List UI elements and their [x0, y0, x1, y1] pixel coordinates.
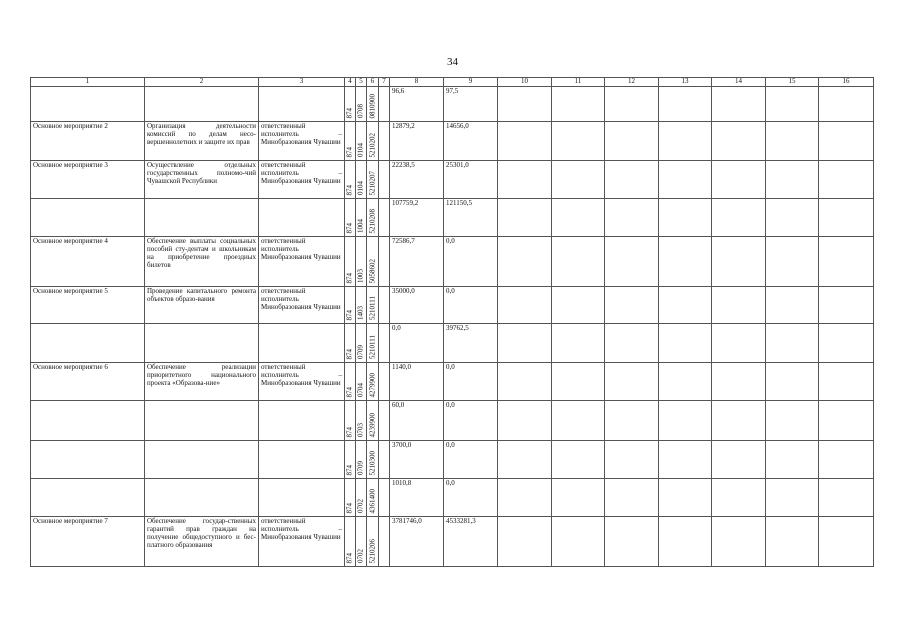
- target-article-code-cell: [367, 199, 379, 237]
- executor-cell: ответственный исполнитель Минобразования Чувашии: [259, 237, 345, 287]
- value-cell-8: 1010,8: [390, 479, 444, 517]
- empty-cell: [498, 87, 552, 122]
- empty-cell: [712, 122, 766, 161]
- empty-cell: [659, 479, 712, 517]
- grbs-code: 874: [345, 146, 354, 157]
- event-name-cell: Обеспечение реализации приоритетного национального проекта «Образова-ние»: [145, 363, 259, 401]
- target-article-code-cell: [367, 87, 379, 122]
- grbs-code: 874: [345, 222, 354, 233]
- section-code: 0708: [356, 104, 365, 118]
- empty-cell: [379, 199, 390, 237]
- status-cell: Основное мероприятие 2: [31, 122, 145, 161]
- empty-cell: [498, 517, 552, 567]
- header-cell: 15: [766, 78, 819, 87]
- empty-cell: [712, 199, 766, 237]
- empty-cell: [498, 199, 552, 237]
- empty-cell: [552, 324, 605, 363]
- empty-cell: [552, 122, 605, 161]
- executor-cell: [259, 479, 345, 517]
- executor-cell: ответственный исполнитель Минобразования Чувашии: [259, 287, 345, 324]
- event-name-cell: [145, 199, 259, 237]
- empty-cell: [379, 287, 390, 324]
- value-cell-9: 0,0: [444, 401, 498, 441]
- value-cell-9: 25301,0: [444, 161, 498, 199]
- grbs-code-cell: [345, 479, 356, 517]
- empty-cell: [605, 161, 659, 199]
- status-cell: Основное мероприятие 7: [31, 517, 145, 567]
- value-cell-9: 0,0: [444, 287, 498, 324]
- executor-cell: ответственный исполнитель – Минобразования Чувашии: [259, 363, 345, 401]
- target-article-code: 5210202: [368, 132, 376, 157]
- table-row: [31, 199, 874, 237]
- value-cell-8: 1140,0: [390, 363, 444, 401]
- empty-cell: [659, 441, 712, 479]
- event-name-cell: [145, 479, 259, 517]
- empty-cell: [498, 441, 552, 479]
- empty-cell: [766, 237, 819, 287]
- empty-cell: [712, 161, 766, 199]
- value-cell-8: 72586,7: [390, 237, 444, 287]
- header-cell: 10: [498, 78, 552, 87]
- empty-cell: [605, 517, 659, 567]
- status-cell: Основное мероприятие 6: [31, 363, 145, 401]
- section-code: 0704: [356, 383, 365, 397]
- empty-cell: [819, 199, 874, 237]
- empty-cell: [379, 122, 390, 161]
- empty-cell: [498, 161, 552, 199]
- section-code-cell: [356, 287, 367, 324]
- empty-cell: [498, 479, 552, 517]
- value-cell-9: 0,0: [444, 479, 498, 517]
- empty-cell: [498, 287, 552, 324]
- header-cell: 1: [31, 78, 145, 87]
- empty-cell: [766, 441, 819, 479]
- section-code: 0702: [356, 549, 365, 563]
- event-name-cell: Осуществление отдельных государственных полномо-чий Чувашской Республики: [145, 161, 259, 199]
- table-row: [31, 441, 874, 479]
- value-cell-8: 12879,2: [390, 122, 444, 161]
- target-article-code: 5210206: [368, 538, 376, 563]
- section-code-cell: [356, 401, 367, 441]
- grbs-code-cell: [345, 363, 356, 401]
- empty-cell: [605, 237, 659, 287]
- section-code-cell: [356, 161, 367, 199]
- empty-cell: [552, 87, 605, 122]
- empty-cell: [498, 122, 552, 161]
- empty-cell: [819, 122, 874, 161]
- value-cell-8: 107759,2: [390, 199, 444, 237]
- value-cell-9: 121150,5: [444, 199, 498, 237]
- section-code: 1003: [356, 269, 365, 283]
- target-article-code-cell: [367, 237, 379, 287]
- budget-table: [30, 77, 874, 567]
- target-article-code-cell: [367, 401, 379, 441]
- section-code: 1403: [356, 306, 365, 320]
- target-article-code: 5210207: [368, 170, 376, 195]
- grbs-code-cell: [345, 199, 356, 237]
- header-cell: 8: [390, 78, 444, 87]
- empty-cell: [605, 87, 659, 122]
- event-name-cell: Обеспечение государ-ственных гарантий прав граждан на получение общедоступного и бес-платного образования: [145, 517, 259, 567]
- target-article-code-cell: [367, 363, 379, 401]
- grbs-code-cell: [345, 287, 356, 324]
- empty-cell: [659, 401, 712, 441]
- empty-cell: [712, 441, 766, 479]
- status-cell: [31, 87, 145, 122]
- empty-cell: [766, 87, 819, 122]
- event-name-cell: Проведение капитального ремонта объектов образо-вания: [145, 287, 259, 324]
- empty-cell: [659, 363, 712, 401]
- executor-cell: ответственный исполнитель – Минобразования Чувашии: [259, 161, 345, 199]
- section-code-cell: [356, 199, 367, 237]
- target-article-code-cell: [367, 324, 379, 363]
- empty-cell: [498, 401, 552, 441]
- event-name-cell: [145, 324, 259, 363]
- empty-cell: [819, 287, 874, 324]
- header-cell: 11: [552, 78, 605, 87]
- value-cell-9: 97,5: [444, 87, 498, 122]
- empty-cell: [552, 401, 605, 441]
- empty-cell: [766, 287, 819, 324]
- value-cell-8: 60,0: [390, 401, 444, 441]
- table-row: [31, 122, 874, 161]
- target-article-code: 5210300: [368, 450, 376, 475]
- empty-cell: [379, 237, 390, 287]
- table-body: [31, 78, 874, 567]
- empty-cell: [659, 199, 712, 237]
- event-name-cell: [145, 87, 259, 122]
- target-article-code: 5058602: [368, 258, 376, 283]
- status-cell: Основное мероприятие 3: [31, 161, 145, 199]
- status-cell: Основное мероприятие 4: [31, 237, 145, 287]
- empty-cell: [659, 87, 712, 122]
- empty-cell: [552, 161, 605, 199]
- empty-cell: [712, 237, 766, 287]
- value-cell-8: 35000,0: [390, 287, 444, 324]
- table-row: [31, 401, 874, 441]
- table-row: [31, 363, 874, 401]
- table-row: [31, 161, 874, 199]
- empty-cell: [766, 324, 819, 363]
- empty-cell: [552, 363, 605, 401]
- executor-cell: [259, 441, 345, 479]
- value-cell-9: 0,0: [444, 441, 498, 479]
- status-cell: [31, 401, 145, 441]
- executor-cell: [259, 324, 345, 363]
- section-code: 0703: [356, 423, 365, 437]
- header-cell: 2: [145, 78, 259, 87]
- empty-cell: [659, 122, 712, 161]
- executor-cell: [259, 199, 345, 237]
- table-header-row: [31, 78, 874, 87]
- empty-cell: [552, 441, 605, 479]
- section-code-cell: [356, 517, 367, 567]
- target-article-code-cell: [367, 441, 379, 479]
- executor-cell: [259, 87, 345, 122]
- empty-cell: [766, 199, 819, 237]
- value-cell-9: 39762,5: [444, 324, 498, 363]
- empty-cell: [819, 87, 874, 122]
- header-cell: 3: [259, 78, 345, 87]
- event-name-cell: Организация деятельности комиссий по делам несо-вершеннолетних и защите их прав: [145, 122, 259, 161]
- empty-cell: [498, 237, 552, 287]
- grbs-code: 874: [345, 309, 354, 320]
- grbs-code: 874: [345, 552, 354, 563]
- executor-cell: ответственный исполнитель – Минобразования Чувашии: [259, 517, 345, 567]
- empty-cell: [379, 363, 390, 401]
- empty-cell: [819, 401, 874, 441]
- grbs-code: 874: [345, 272, 354, 283]
- target-article-code-cell: [367, 479, 379, 517]
- value-cell-8: 3700,0: [390, 441, 444, 479]
- value-cell-9: 14656,0: [444, 122, 498, 161]
- value-cell-8: 3781746,0: [390, 517, 444, 567]
- empty-cell: [712, 324, 766, 363]
- value-cell-8: 0,0: [390, 324, 444, 363]
- section-code-cell: [356, 441, 367, 479]
- empty-cell: [552, 479, 605, 517]
- header-cell: 4: [345, 78, 356, 87]
- empty-cell: [766, 363, 819, 401]
- empty-cell: [379, 87, 390, 122]
- empty-cell: [819, 441, 874, 479]
- empty-cell: [712, 517, 766, 567]
- header-cell: 14: [712, 78, 766, 87]
- value-cell-9: 0,0: [444, 237, 498, 287]
- executor-cell: [259, 401, 345, 441]
- status-cell: [31, 441, 145, 479]
- section-code-cell: [356, 87, 367, 122]
- empty-cell: [659, 237, 712, 287]
- page-number: 34: [447, 56, 458, 68]
- grbs-code: 874: [345, 464, 354, 475]
- header-cell: 6: [367, 78, 379, 87]
- target-article-code: 0810900: [368, 93, 376, 118]
- table-row: [31, 479, 874, 517]
- target-article-code-cell: [367, 161, 379, 199]
- empty-cell: [605, 479, 659, 517]
- empty-cell: [659, 161, 712, 199]
- status-cell: Основное мероприятие 5: [31, 287, 145, 324]
- empty-cell: [605, 199, 659, 237]
- empty-cell: [766, 517, 819, 567]
- empty-cell: [766, 401, 819, 441]
- grbs-code-cell: [345, 161, 356, 199]
- header-cell: 12: [605, 78, 659, 87]
- grbs-code-cell: [345, 87, 356, 122]
- grbs-code: 874: [345, 184, 354, 195]
- status-cell: [31, 199, 145, 237]
- empty-cell: [379, 324, 390, 363]
- target-article-code: 5210208: [368, 208, 376, 233]
- empty-cell: [605, 363, 659, 401]
- target-article-code: 4279900: [368, 372, 376, 397]
- empty-cell: [819, 479, 874, 517]
- empty-cell: [712, 401, 766, 441]
- grbs-code-cell: [345, 237, 356, 287]
- empty-cell: [766, 122, 819, 161]
- executor-cell: ответственный исполнитель – Минобразования Чувашии: [259, 122, 345, 161]
- table-row: [31, 324, 874, 363]
- empty-cell: [379, 441, 390, 479]
- section-code-cell: [356, 363, 367, 401]
- empty-cell: [379, 401, 390, 441]
- grbs-code: 874: [345, 107, 354, 118]
- event-name-cell: Обеспечение выплаты социальных пособий сту-дентам и школьникам на приобретение проездных билетов: [145, 237, 259, 287]
- empty-cell: [379, 161, 390, 199]
- empty-cell: [712, 87, 766, 122]
- status-cell: [31, 479, 145, 517]
- empty-cell: [766, 161, 819, 199]
- empty-cell: [712, 479, 766, 517]
- empty-cell: [552, 199, 605, 237]
- header-cell: 7: [379, 78, 390, 87]
- status-cell: [31, 324, 145, 363]
- section-code: 1004: [356, 219, 365, 233]
- grbs-code-cell: [345, 441, 356, 479]
- section-code: 0702: [356, 499, 365, 513]
- grbs-code: 874: [345, 502, 354, 513]
- empty-cell: [379, 517, 390, 567]
- table-row: [31, 87, 874, 122]
- header-cell: 5: [356, 78, 367, 87]
- empty-cell: [819, 363, 874, 401]
- empty-cell: [819, 237, 874, 287]
- empty-cell: [552, 237, 605, 287]
- table-row: [31, 237, 874, 287]
- target-article-code: 4361400: [368, 488, 376, 513]
- section-code: 0709: [356, 461, 365, 475]
- section-code: 0104: [356, 181, 365, 195]
- empty-cell: [659, 324, 712, 363]
- empty-cell: [379, 479, 390, 517]
- target-article-code-cell: [367, 517, 379, 567]
- empty-cell: [819, 517, 874, 567]
- target-article-code-cell: [367, 287, 379, 324]
- empty-cell: [605, 324, 659, 363]
- empty-cell: [605, 287, 659, 324]
- header-cell: 16: [819, 78, 874, 87]
- target-article-code-cell: [367, 122, 379, 161]
- section-code-cell: [356, 237, 367, 287]
- empty-cell: [819, 324, 874, 363]
- empty-cell: [659, 287, 712, 324]
- empty-cell: [712, 363, 766, 401]
- value-cell-9: 0,0: [444, 363, 498, 401]
- empty-cell: [552, 287, 605, 324]
- section-code-cell: [356, 324, 367, 363]
- target-article-code: 5210111: [368, 296, 376, 320]
- empty-cell: [605, 122, 659, 161]
- empty-cell: [605, 441, 659, 479]
- value-cell-8: 96,6: [390, 87, 444, 122]
- event-name-cell: [145, 441, 259, 479]
- target-article-code: 5210111: [368, 335, 376, 359]
- grbs-code: 874: [345, 348, 354, 359]
- empty-cell: [552, 517, 605, 567]
- header-cell: 9: [444, 78, 498, 87]
- table-row: [31, 287, 874, 324]
- section-code: 0709: [356, 345, 365, 359]
- section-code: 0104: [356, 143, 365, 157]
- value-cell-9: 4533281,3: [444, 517, 498, 567]
- header-cell: 13: [659, 78, 712, 87]
- event-name-cell: [145, 401, 259, 441]
- section-code-cell: [356, 479, 367, 517]
- empty-cell: [605, 401, 659, 441]
- value-cell-8: 22238,5: [390, 161, 444, 199]
- grbs-code-cell: [345, 401, 356, 441]
- grbs-code-cell: [345, 122, 356, 161]
- target-article-code: 4239900: [368, 412, 376, 437]
- grbs-code: 874: [345, 426, 354, 437]
- section-code-cell: [356, 122, 367, 161]
- table-row: [31, 517, 874, 567]
- empty-cell: [766, 479, 819, 517]
- empty-cell: [498, 363, 552, 401]
- empty-cell: [498, 324, 552, 363]
- empty-cell: [819, 161, 874, 199]
- empty-cell: [712, 287, 766, 324]
- grbs-code-cell: [345, 324, 356, 363]
- grbs-code: 874: [345, 386, 354, 397]
- grbs-code-cell: [345, 517, 356, 567]
- empty-cell: [659, 517, 712, 567]
